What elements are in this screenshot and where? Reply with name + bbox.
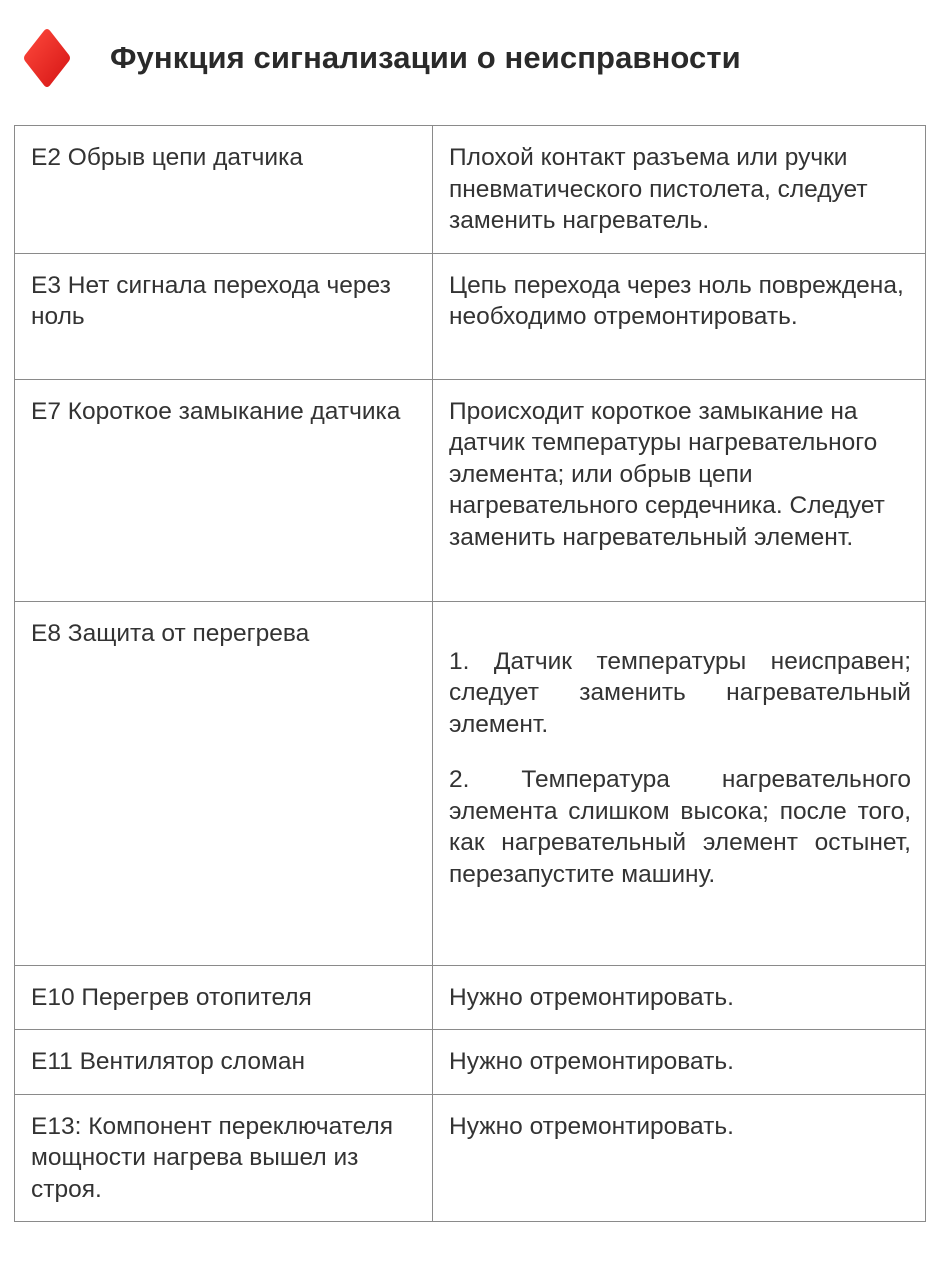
page-title: Функция сигнализации о неисправности	[110, 40, 741, 75]
fault-code-cell: E11 Вентилятор сломан	[15, 1030, 433, 1095]
fault-code-cell: E3 Нет сигнала перехода через ноль	[15, 253, 433, 379]
fault-description-cell: Плохой контакт разъема или ручки пневматического пистолета, следует заменить нагреватель.	[433, 126, 926, 254]
red-diamond-icon	[22, 27, 72, 89]
fault-code-cell: E10 Перегрев отопителя	[15, 965, 433, 1030]
fault-description-cell: Происходит короткое замыкание на датчик температуры нагревательного элемента; или обрыв цепи нагревательного сердечника. Следует заменить нагревательный элемент.	[433, 379, 926, 601]
fault-code-cell: E7 Короткое замыкание датчика	[15, 379, 433, 601]
page-header	[22, 26, 741, 90]
fault-code-cell: E8 Защита от перегрева	[15, 601, 433, 965]
fault-description-cell: Нужно отремонтировать.	[433, 1094, 926, 1222]
table-row	[15, 379, 926, 601]
fault-code-cell: E13: Компонент переключателя мощности нагрева вышел из строя.	[15, 1094, 433, 1222]
table-row	[15, 601, 926, 965]
fault-table	[14, 125, 926, 1222]
table-row	[15, 126, 926, 254]
description-paragraph: 2. Температура нагревательного элемента слишком высока; после того, как нагревательный элемент остынет, перезапустите машину.	[449, 766, 911, 888]
table-row	[15, 1094, 926, 1222]
fault-code-cell: E2 Обрыв цепи датчика	[15, 126, 433, 254]
fault-description-cell: Нужно отремонтировать.	[433, 1030, 926, 1095]
fault-description-cell: Цепь перехода через ноль повреждена, необходимо отремонтировать.	[433, 253, 926, 379]
table-row	[15, 1030, 926, 1095]
fault-description-cell	[433, 601, 926, 965]
table-row	[15, 965, 926, 1030]
table-row	[15, 253, 926, 379]
description-paragraph: 1. Датчик температуры неисправен; следует заменить нагревательный элемент.	[449, 647, 911, 738]
fault-description-cell: Нужно отремонтировать.	[433, 965, 926, 1030]
